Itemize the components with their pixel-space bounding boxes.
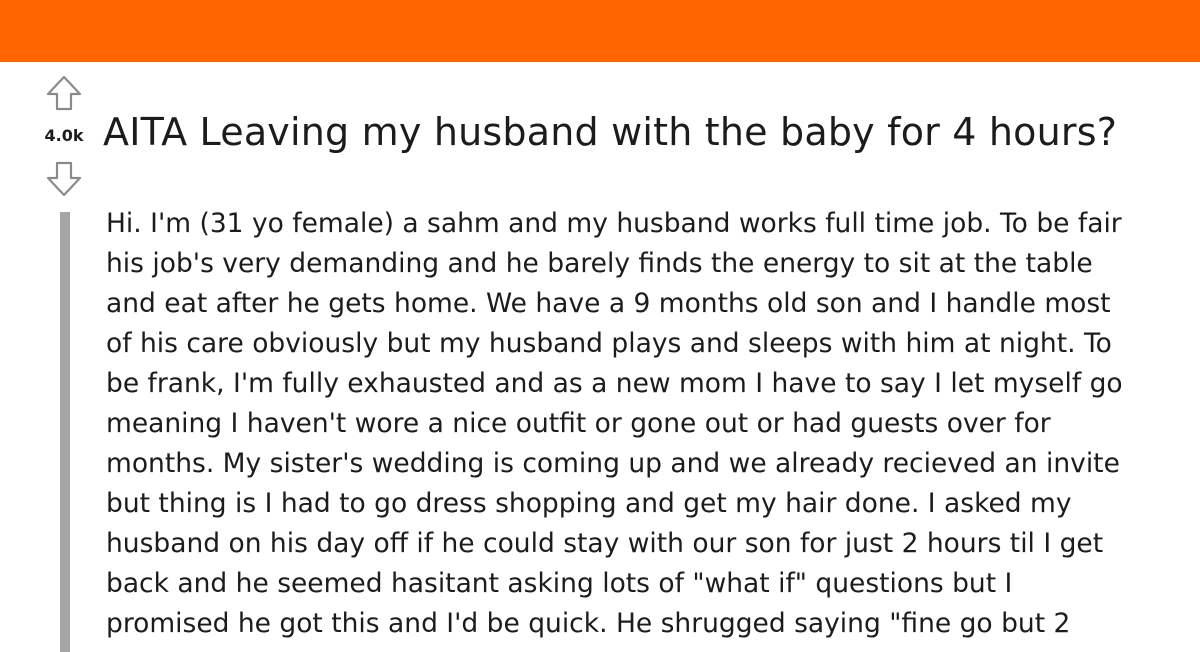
vote-count: 4.0k [44, 126, 84, 145]
post-body-line: and eat after he gets home. We have a 9 months old son and I handle most [106, 288, 1111, 319]
post-body-line: of his care obviously but my husband plays and sleeps with him at night. To [106, 328, 1112, 359]
post-body-line: promised he got this and I'd be quick. He shrugged saying "fine go but 2 [106, 608, 1071, 639]
post-body-line: meaning I haven't wore a nice outfit or gone out or had guests over for [106, 408, 1051, 439]
vote-controls [36, 74, 92, 198]
quote-bar [60, 212, 70, 652]
post-body-line: his job's very demanding and he barely finds the energy to sit at the table [106, 248, 1093, 279]
upvote-arrow-icon[interactable] [44, 74, 84, 112]
post-body-line: husband on his day off if he could stay with our son for just 2 hours til I get [106, 528, 1104, 559]
post-body-line: but thing is I had to go dress shopping and get my hair done. I asked my [106, 488, 1072, 519]
post-body-line: Hi. I'm (31 yo female) a sahm and my husband works full time job. To be fair [106, 208, 1122, 239]
post-body-line: months. My sister's wedding is coming up and we already recieved an invite [106, 448, 1120, 479]
header-bar [0, 0, 1200, 62]
post-body-line: be frank, I'm fully exhausted and as a new mom I have to say I let myself go [106, 368, 1123, 399]
post-title[interactable]: AITA Leaving my husband with the baby for 4 hours? [103, 110, 1118, 154]
post-body [106, 204, 1191, 644]
post-body-line: back and he seemed hasitant asking lots of "what if" questions but I [106, 568, 1013, 599]
downvote-arrow-icon[interactable] [44, 160, 84, 198]
